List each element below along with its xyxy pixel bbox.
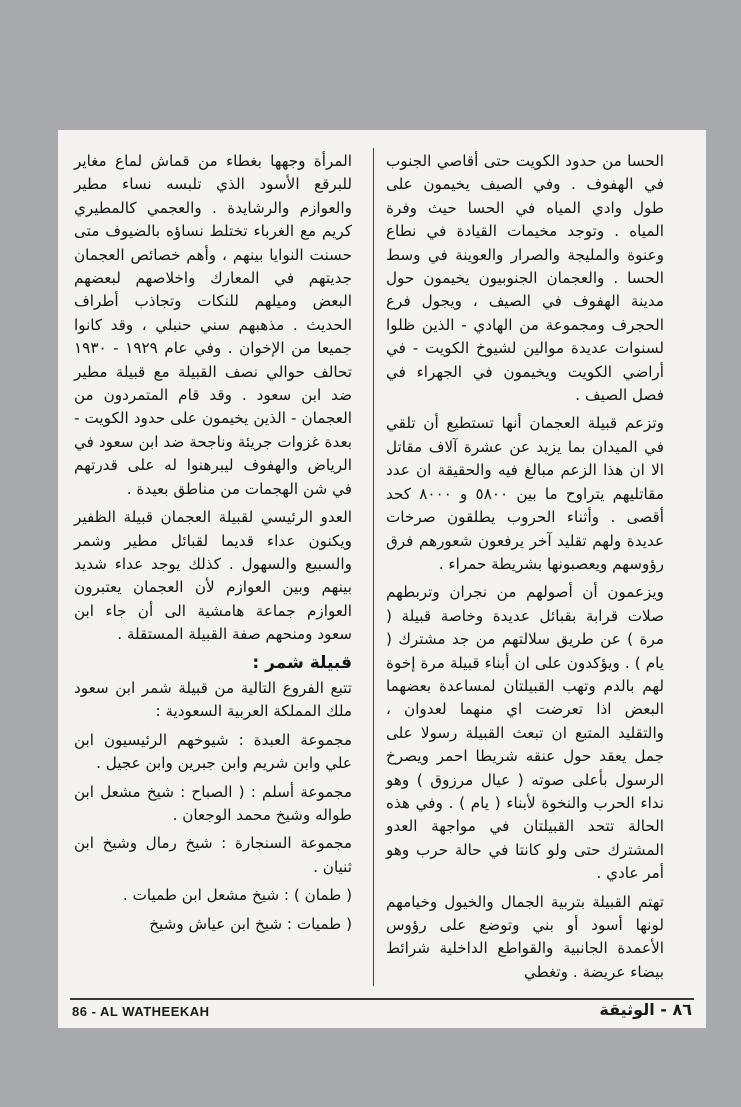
paragraph: وتزعم قبيلة العجمان أنها تستطيع أن تلقي في الميدان بما يزيد عن عشرة آلاف مقاتل الا ان هذا الزعم مبالغ فيه والحقيقة ان عدد مقاتليهم يتراوح ما بين ٥٨٠٠ و ٨٠٠٠ كحد أقصى . وأثناء الحروب يطلقون صرخات عديدة ولهم تقليد آخر يرفعون شعورهم فرق رؤوسهم ويعصبونها بشريطة حمراء . [386,414,664,573]
column-divider [373,148,374,986]
paragraph: مجموعة العبدة : شيوخهم الرئيسيون ابن علي وابن شريم وابن جبرين وابن عجيل . [74,730,352,773]
footer-page-label-arabic: ٨٦ - الوثيقة [599,1000,692,1019]
left-column [74,150,352,941]
paragraph: العدو الرئيسي لقبيلة العجمان قبيلة الظفير ويكنون عداء قديما لقبائل مطير وشمر والسبيع والسهول . كذلك يوجد عداء شديد بينهم وبين العوازم لأن العجمان يعتبرون العوازم جماعة هامشية الى أن جاء ابن سعود ومنحهم صفة القبيلة المستقلة . [74,508,352,644]
paragraph: مجموعة أسلم : ( الصباح : شيخ مشعل ابن طواله وشيخ محمد الوجعان . [74,782,352,824]
paragraph: مجموعة السنجارة : شيخ رمال وشيخ ابن ثنيان . [74,834,352,876]
paragraph: المرأة وجهها بغطاء من قماش لماع مغاير للبرقع الأسود الذي تلبسه نساء مطير والعوازم والرشايدة . والعجمي كالمطيري كريم مع الغرباء تختلط نساؤه بالضيوف متى حسنت النوايا بينهم ، وأهم خصائص العجمان جديتهم في المعارك واخلاصهم لبعضهم البعض وميلهم للنكات وتجاذب أطراف الحديث . مذهبهم سني حنبلي ، وقد كانوا جميعا من الإخوان . وفي عام ١٩٢٩ - ١٩٣٠ تحالف حوالي نصف القبيلة مع قبيلة مطير ضد ابن سعود . وقد قام المتمردون من العجمان - الذين يخيمون على حدود الكويت - بعدة غزوات جريئة وناجحة ضد ابن سعود في الرياض والهفوف ليبرهنوا له على قدرتهم في شن الهجمات من مناطق بعيدة . [74,152,353,498]
section-heading: قبيلة شمر : [252,652,352,673]
paragraph: ( طميات : شيخ ابن عياش وشيخ [149,914,352,933]
paragraph: ( طمان ) : شيخ مشعل ابن طميات . [122,886,352,905]
paragraph: تتبع الفروع التالية من قبيلة شمر ابن سعود ملك المملكة العربية السعودية : [74,678,352,721]
paragraph: تهتم القبيلة بتربية الجمال والخيول وخيامهم لونها أسود أو بني وتوضع على رؤوس الأعمدة الجانبية والقواطع الداخلية شرائط بيضاء عريضة . وتغطي [386,892,664,981]
paragraph: ويزعمون أن أصولهم من نجران وتربطهم صلات قرابة بقبائل عديدة وخاصة قبيلة ( مرة ) عن طريق سلالتهم من جد مشترك ( يام ) . ويؤكدون على ان أبناء قبيلة مرة إخوة لهم بالدم وتهب القبيلتان لمساعدة بعضهما البعض اذا تعرضت اي منهما لعدوان ، والتقليد المتبع ان تبعث القبيلة رسولا على جمل يعقد حول عنقه شريطا احمر ويصرخ الرسول بأعلى صوته ( عيال مرزوق ) وهو نداء الحرب والنخوة لأبناء ( يام ) . وفي هذه الحالة تتحد القبيلتان في مواجهة العدو المشترك حتى ولو كانتا في حالة حرب وهو أمر عادي . [386,583,664,883]
paragraph: الحسا من حدود الكويت حتى أقاصي الجنوب في الهفوف . وفي الصيف يخيمون على طول وادي المياه في الحسا حيث وفرة المياه . وتوجد مخيمات القيادة في نطاع وعنوة والمليجة والصرار والعوينة في وسط الحسا . والعجمان الجنوبيون يخيمون حول مدينة الهفوف في الصيف ، ويجول فرع الحجرف ومجموعة من الهادي - الذين ظلوا لسنوات عديدة موالين لشيوخ الكويت - في أراضي الكويت ويخيمون في الجهراء في فصل الصيف . [386,152,664,405]
magazine-page [58,130,706,1028]
right-column [386,150,664,989]
footer-page-label-latin: 86 - AL WATHEEKAH [72,1004,210,1019]
